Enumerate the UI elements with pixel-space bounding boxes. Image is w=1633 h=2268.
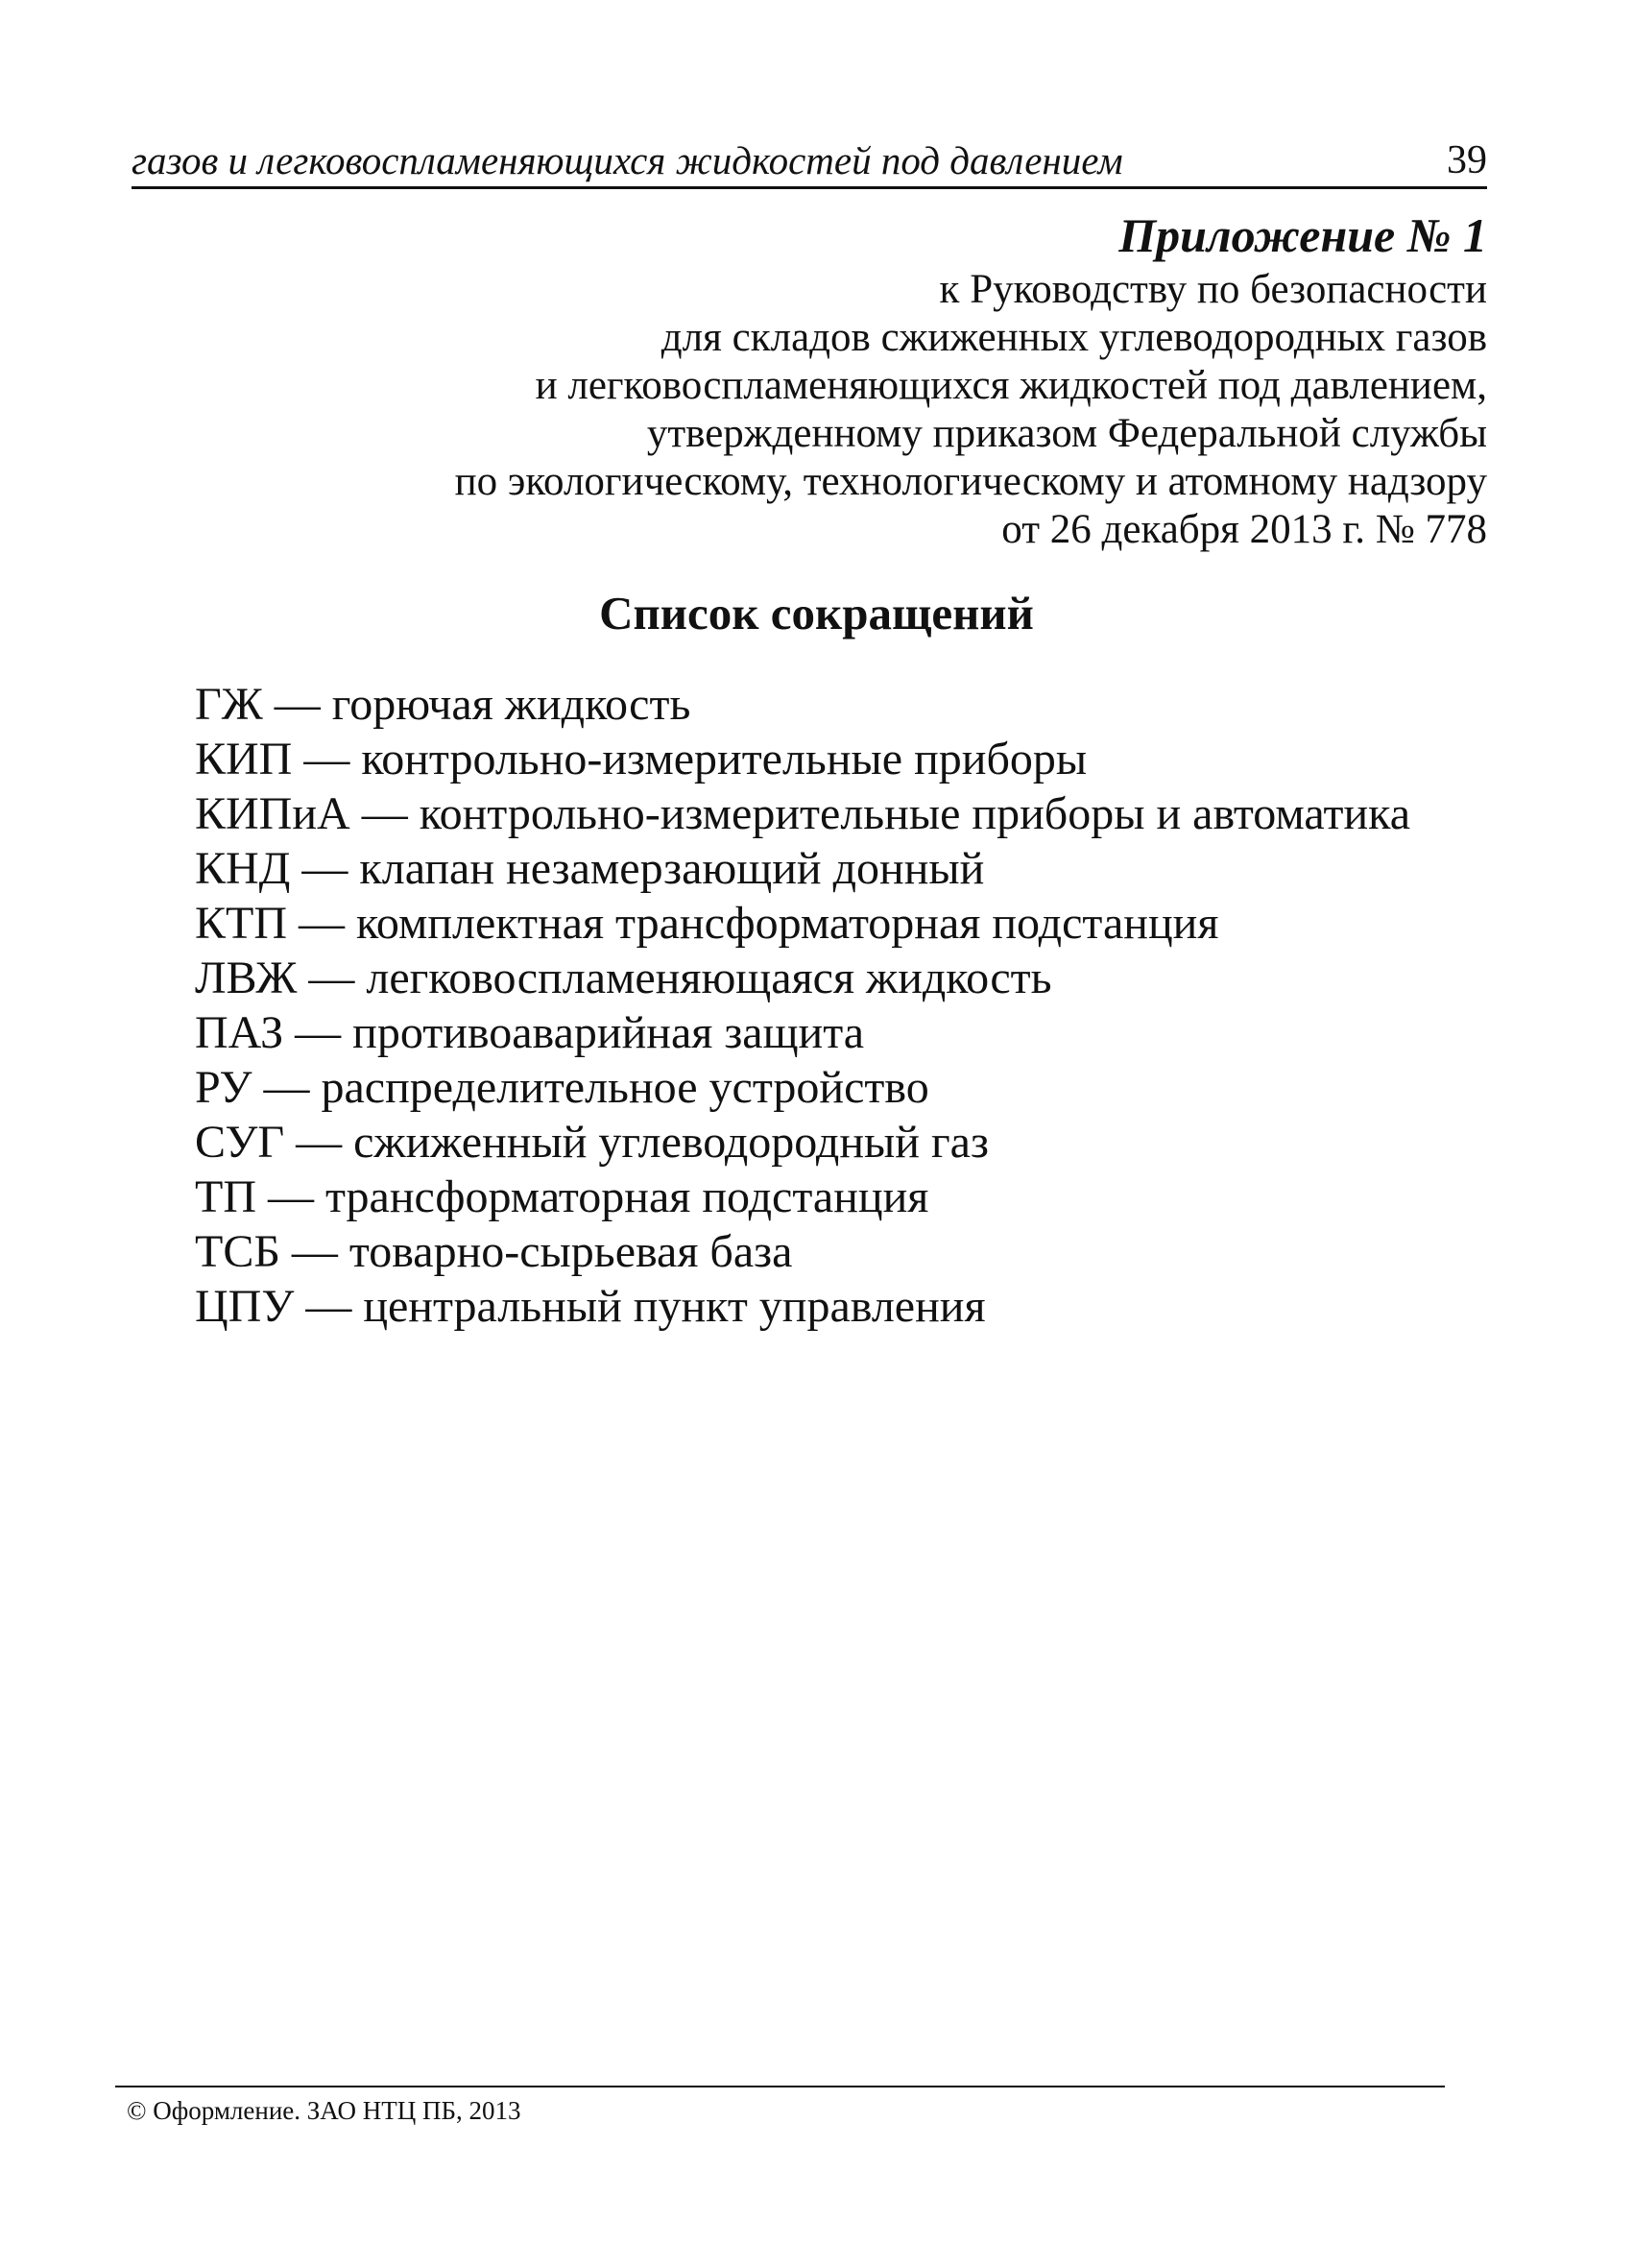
abbreviation-item: ГЖ — горючая жидкость (195, 679, 691, 730)
running-title: газов и легковоспламеняющихся жидкостей под давлением (132, 138, 1123, 182)
footer-copyright: © Оформление. ЗАО НТЦ ПБ, 2013 (127, 2096, 521, 2125)
abbreviation-item: ПАЗ — противоаварийная защита (195, 1007, 865, 1058)
running-header (132, 134, 1487, 189)
appendix-line: и легковоспламеняющихся жидкостей под давлением, (535, 363, 1487, 408)
abbreviation-item: ЦПУ — центральный пункт управления (195, 1281, 986, 1332)
appendix-block (239, 209, 1487, 554)
abbreviation-list-heading: Список сокращений (599, 587, 1034, 639)
abbreviation-item: ТП — трансформаторная подстанция (195, 1171, 929, 1222)
abbreviation-item: СУГ — сжиженный углеводородный газ (195, 1117, 989, 1168)
abbreviation-item: КИПиА — контрольно-измерительные приборы и автоматика (195, 788, 1411, 839)
abbreviation-list (195, 677, 1410, 1334)
abbreviation-item: КТП — комплектная трансформаторная подстанция (195, 898, 1219, 949)
appendix-line: по экологическому, технологическому и атомному надзору (454, 459, 1487, 504)
appendix-line: от 26 декабря 2013 г. № 778 (1001, 507, 1487, 552)
page-number: 39 (1447, 138, 1487, 182)
appendix-line: утвержденному приказом Федеральной службы (646, 411, 1487, 456)
abbreviation-item: РУ — распределительное устройство (195, 1062, 929, 1113)
footer-divider (115, 2086, 1445, 2087)
abbreviation-item: ЛВЖ — легковоспламеняющаяся жидкость (195, 953, 1052, 1003)
abbreviation-item: ТСБ — товарно-сырьевая база (195, 1226, 793, 1277)
abbreviation-item: КИП — контрольно-измерительные приборы (195, 734, 1088, 784)
appendix-line: для складов сжиженных углеводородных газов (660, 315, 1487, 360)
appendix-line: к Руководству по безопасности (939, 267, 1487, 312)
appendix-title: Приложение № 1 (1118, 208, 1487, 262)
abbreviation-item: КНД — клапан незамерзающий донный (195, 843, 985, 894)
